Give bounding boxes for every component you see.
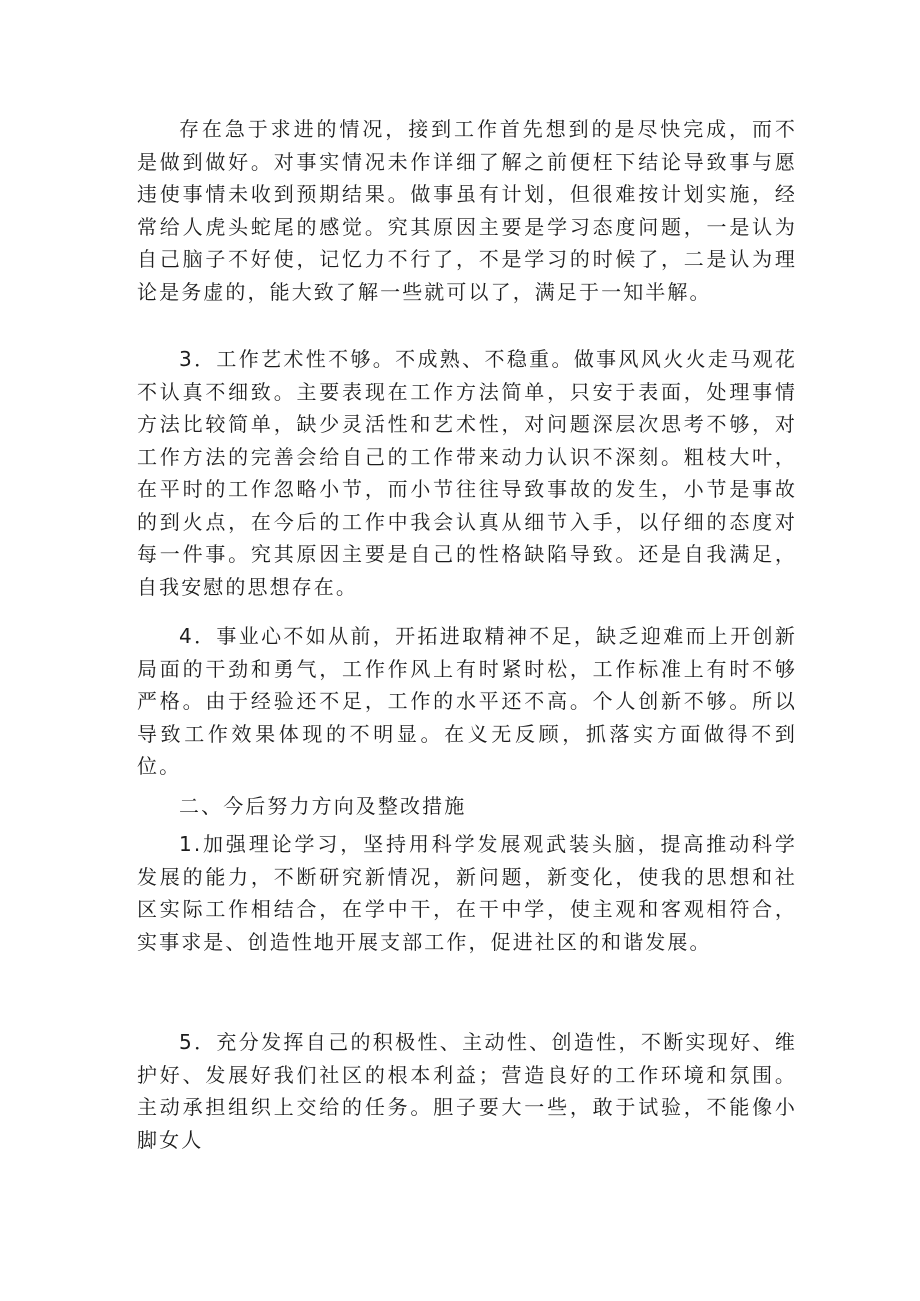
section-heading-improvement: 二、今后努力方向及整改措施	[179, 794, 467, 818]
paragraph-study-attitude: 存在急于求进的情况，接到工作首先想到的是尽快完成，而不是做到做好。对事实情况未作详细了解之前便枉下结论导致事与愿违使事情未收到预期结果。做事虽有计划，但很难按计划实施，经常给人虎头蛇尾的感觉。究其原因主要是学习态度问题，一是认为自己脑子不好使，记忆力不行了，不是学习的时候了，二是认为理论是务虚的，能大致了解一些就可以了，满足于一知半解。	[137, 117, 797, 304]
paragraph-work-artistry: 3．工作艺术性不够。不成熟、不稳重。做事风风火火走马观花不认真不细致。主要表现在工作方法简单，只安于表面，处理事情方法比较简单，缺少灵活性和艺术性，对问题深层次思考不够，对工作方法的完善会给自己的工作带来动力认识不深刻。粗枝大叶，在平时的工作忽略小节，而小节往往导致事故的发生，小节是事故的到火点，在今后的工作中我会认真从细节入手，以仔细的态度对每一件事。究其原因主要是自己的性格缺陷导致。还是自我满足，自我安慰的思想存在。	[137, 347, 797, 599]
paragraph-theory-study: 1.加强理论学习，坚持用科学发展观武装头脑，提高推动科学发展的能力，不断研究新情况，新问题，新变化，使我的思想和社区实际工作相结合，在学中干，在干中学，使主观和客观相符合，实事求是、创造性地开展支部工作，促进社区的和谐发展。	[137, 832, 797, 954]
paragraph-initiative: 5．充分发挥自己的积极性、主动性、创造性，不断实现好、维护好、发展好我们社区的根本利益；营造良好的工作环境和氛围。主动承担组织上交给的任务。胆子要大一些，敢于试验，不能像小脚女人	[137, 1030, 797, 1152]
paragraph-career-ambition: 4．事业心不如从前，开拓进取精神不足，缺乏迎难而上开创新局面的干劲和勇气，工作作风上有时紧时松，工作标准上有时不够严格。由于经验还不足，工作的水平还不高。个人创新不够。所以导致工作效果体现的不明显。在义无反顾，抓落实方面做得不到位。	[137, 624, 797, 778]
